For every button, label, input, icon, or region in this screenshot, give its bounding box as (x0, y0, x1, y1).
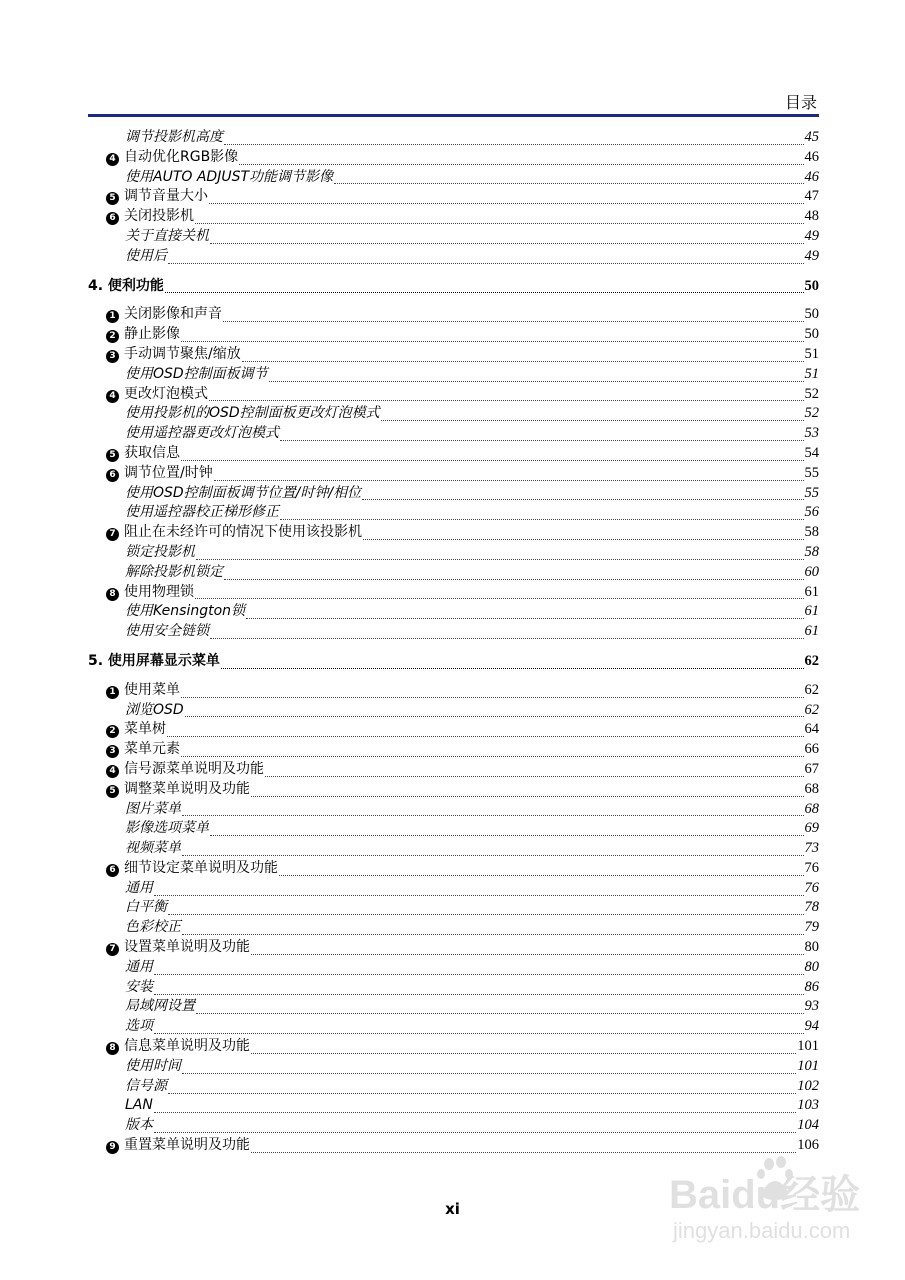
toc-page-number: 101 (797, 1038, 819, 1055)
dot-leader (185, 711, 804, 717)
toc-entry-text: 调节音量大小 (124, 188, 208, 205)
toc-entry-text: 关闭投影机 (124, 208, 194, 225)
circled-number-icon: 4 (106, 765, 119, 778)
toc-entry-text: 设置菜单说明及功能 (124, 939, 250, 956)
table-of-contents (88, 128, 819, 1156)
toc-entry-text: 浏览OSD (125, 701, 184, 718)
dot-leader (154, 1028, 804, 1034)
toc-page-number: 56 (804, 504, 819, 521)
toc-section-entry[interactable] (88, 148, 819, 168)
dot-leader (181, 455, 804, 461)
toc-page-number: 52 (804, 385, 819, 402)
toc-subsection-entry[interactable] (88, 247, 819, 267)
toc-entry-label (125, 484, 361, 504)
toc-page-number: 67 (804, 760, 819, 777)
circled-number-icon: 1 (106, 310, 119, 323)
circled-number-icon: 2 (106, 725, 119, 738)
dot-leader (196, 1008, 804, 1014)
dot-leader (154, 1127, 796, 1133)
toc-entry-label (106, 444, 180, 464)
toc-subsection-entry[interactable] (88, 898, 819, 918)
toc-entry-text: 信息菜单说明及功能 (124, 1038, 250, 1055)
toc-entry-label (125, 958, 153, 978)
toc-page-number: 80 (804, 958, 819, 975)
dot-leader (242, 356, 804, 362)
dot-leader (182, 810, 804, 816)
toc-page-number: 51 (804, 365, 819, 382)
toc-page-number: 103 (797, 1097, 819, 1114)
toc-entry-label (106, 720, 166, 740)
toc-subsection-entry[interactable] (88, 1057, 819, 1077)
circled-number-icon: 5 (106, 449, 119, 462)
toc-entry-label (106, 780, 250, 800)
toc-page-number: 55 (804, 484, 819, 501)
circled-number-icon: 7 (106, 943, 119, 956)
toc-subsection-entry[interactable] (88, 424, 819, 444)
dot-leader (182, 929, 804, 935)
dot-leader (195, 218, 804, 224)
toc-entry-label (125, 701, 184, 721)
toc-entry-label (88, 652, 220, 672)
toc-entry-text: 菜单树 (124, 721, 166, 738)
toc-chapter-entry[interactable] (88, 652, 819, 672)
circled-number-icon: 4 (106, 390, 119, 403)
dot-leader (280, 435, 804, 441)
toc-entry-label (106, 325, 180, 345)
toc-entry-label (106, 148, 238, 168)
toc-entry-label (125, 247, 167, 267)
toc-entry-text: 使用安全链锁 (125, 623, 209, 640)
dot-leader (251, 949, 804, 955)
toc-entry-label (106, 583, 194, 603)
toc-entry-text: 关闭影像和声音 (124, 306, 222, 323)
dot-leader (165, 287, 804, 293)
toc-entry-label (106, 207, 194, 227)
toc-entry-label (125, 543, 195, 563)
dot-leader (214, 475, 804, 481)
toc-entry-text: 使用OSD控制面板调节 (125, 365, 268, 382)
toc-page-number: 101 (797, 1057, 819, 1074)
toc-page-number: 76 (804, 859, 819, 876)
dot-leader (265, 771, 804, 777)
toc-page-number: 55 (804, 464, 819, 481)
toc-entry-text: 手动调节聚焦/缩放 (124, 345, 241, 362)
toc-entry-label (125, 365, 268, 385)
toc-subsection-entry[interactable] (88, 168, 819, 188)
toc-entry-label (125, 978, 153, 998)
toc-page-number: 46 (804, 148, 819, 165)
toc-subsection-entry[interactable] (88, 879, 819, 899)
toc-entry-label (125, 839, 181, 859)
dot-leader (210, 830, 804, 836)
toc-section-entry[interactable] (88, 345, 819, 365)
circled-number-icon: 1 (106, 686, 119, 699)
dot-leader (154, 1107, 796, 1113)
circled-number-icon: 4 (106, 153, 119, 166)
watermark-url-text: jingyan.baidu.com (673, 1218, 851, 1243)
toc-page-number: 62 (804, 681, 819, 698)
toc-page-number: 80 (804, 939, 819, 956)
toc-section-entry[interactable] (88, 523, 819, 543)
circled-number-icon: 6 (106, 212, 119, 225)
toc-entry-text: 阻止在未经许可的情况下使用该投影机 (124, 524, 362, 541)
toc-subsection-entry[interactable] (88, 839, 819, 859)
dot-leader (224, 574, 804, 580)
toc-page-number: 52 (804, 405, 819, 422)
dot-leader (362, 494, 803, 500)
toc-page-number: 104 (797, 1117, 819, 1134)
toc-entry-label (106, 345, 241, 365)
toc-entry-label (106, 187, 208, 207)
dot-leader (280, 514, 804, 520)
toc-subsection-entry[interactable] (88, 1077, 819, 1097)
toc-entry-text: 调节投影机高度 (125, 129, 223, 145)
dot-leader (168, 909, 804, 915)
circled-number-icon: 6 (106, 469, 119, 482)
toc-page-number: 47 (804, 188, 819, 205)
dot-leader (154, 989, 804, 995)
dot-leader (334, 178, 803, 184)
toc-entry-label (125, 404, 380, 424)
toc-entry-label (125, 800, 181, 820)
header-rule (88, 114, 819, 117)
toc-subsection-entry[interactable] (88, 503, 819, 523)
dot-leader (221, 663, 804, 669)
dot-leader (181, 751, 804, 757)
toc-section-entry[interactable] (88, 681, 819, 701)
circled-number-icon: 6 (106, 864, 119, 877)
toc-entry-label (125, 819, 209, 839)
toc-entry-text: 调节位置/时钟 (124, 464, 213, 481)
toc-section-entry[interactable] (88, 464, 819, 484)
toc-page-number: 78 (804, 899, 819, 916)
toc-entry-label (106, 740, 180, 760)
toc-subsection-entry[interactable] (88, 701, 819, 721)
toc-entry-text: 安装 (125, 978, 153, 995)
toc-page-number: 50 (804, 326, 819, 343)
toc-entry-label (106, 523, 362, 543)
toc-entry-text: 通用 (125, 958, 153, 975)
toc-page-number: 62 (804, 652, 819, 669)
toc-entry-label (125, 424, 279, 444)
toc-section-entry[interactable] (88, 325, 819, 345)
toc-entry-label (106, 681, 180, 701)
dot-leader (209, 395, 804, 401)
toc-entry-text: 5. 使用屏幕显示菜单 (88, 652, 220, 669)
circled-number-icon: 5 (106, 785, 119, 798)
toc-subsection-entry[interactable] (88, 1096, 819, 1116)
toc-entry-label (106, 938, 250, 958)
toc-entry-label (106, 760, 264, 780)
dot-leader (154, 890, 804, 896)
toc-entry-text: 白平衡 (125, 899, 167, 916)
toc-entry-text: 信号源菜单说明及功能 (124, 760, 264, 777)
toc-page-number: 50 (804, 306, 819, 323)
dot-leader (269, 376, 804, 382)
toc-page-number: 50 (804, 277, 819, 294)
dot-leader (196, 554, 804, 560)
toc-entry-text: 使用时间 (125, 1057, 181, 1074)
toc-page-number: 94 (804, 1018, 819, 1035)
toc-subsection-entry[interactable] (88, 543, 819, 563)
toc-entry-text: 4. 便利功能 (88, 277, 164, 294)
toc-page-number: 58 (804, 524, 819, 541)
toc-entry-label (125, 622, 209, 642)
toc-page-number: 46 (804, 168, 819, 185)
circled-number-icon: 2 (106, 330, 119, 343)
toc-entry-label (125, 1096, 153, 1116)
toc-section-entry[interactable] (88, 740, 819, 760)
toc-entry-text: 使用遥控器更改灯泡模式 (125, 425, 279, 442)
dot-leader (181, 336, 804, 342)
toc-page-number: 54 (804, 444, 819, 461)
toc-entry-label (106, 859, 278, 879)
toc-page-number: 106 (797, 1137, 819, 1154)
dot-leader (210, 633, 804, 639)
toc-entry-text: 使用投影机的OSD控制面板更改灯泡模式 (125, 405, 380, 422)
dot-leader (223, 316, 804, 322)
toc-section-entry[interactable] (88, 1037, 819, 1057)
toc-page-number: 64 (804, 721, 819, 738)
toc-entry-text: 使用遥控器校正梯形修正 (125, 504, 279, 521)
toc-entry-label (106, 1136, 250, 1156)
dot-leader (168, 1088, 796, 1094)
toc-entry-text: LAN (125, 1097, 153, 1114)
circled-number-icon: 7 (106, 528, 119, 541)
toc-subsection-entry[interactable] (88, 958, 819, 978)
toc-subsection-entry[interactable] (88, 978, 819, 998)
page-header-title: 目录 (784, 93, 817, 112)
toc-entry-text: 关于直接关机 (125, 227, 209, 244)
toc-section-entry[interactable] (88, 187, 819, 207)
toc-page-number: 73 (804, 840, 819, 857)
toc-page-number: 66 (804, 741, 819, 758)
toc-section-entry[interactable] (88, 444, 819, 464)
toc-page-number: 61 (804, 583, 819, 600)
toc-page-number: 61 (804, 603, 819, 620)
toc-page-number: 48 (804, 208, 819, 225)
toc-entry-text: 使用OSD控制面板调节位置/时钟/相位 (125, 484, 362, 501)
toc-entry-text: 使用后 (125, 247, 167, 264)
toc-entry-text: 局域网设置 (125, 998, 195, 1015)
toc-entry-text: 色彩校正 (125, 919, 181, 936)
toc-entry-text: 获取信息 (124, 444, 180, 461)
dot-leader (181, 692, 804, 698)
toc-section-entry[interactable] (88, 780, 819, 800)
toc-entry-text: 图片菜单 (125, 800, 181, 817)
toc-page-number: 45 (804, 129, 819, 145)
toc-page-number: 102 (797, 1077, 819, 1094)
dot-leader (251, 1048, 796, 1054)
toc-subsection-entry[interactable] (88, 404, 819, 424)
watermark-brand-text: Baidu经验 (669, 1173, 861, 1217)
toc-entry-text: 自动优化RGB影像 (124, 148, 239, 165)
toc-subsection-entry[interactable] (88, 365, 819, 385)
dot-leader (210, 238, 804, 244)
dot-leader (279, 870, 804, 876)
toc-subsection-entry[interactable] (88, 484, 819, 504)
toc-subsection-entry[interactable] (88, 128, 819, 148)
toc-entry-label (106, 385, 208, 405)
toc-entry-label (125, 898, 167, 918)
toc-entry-label (125, 168, 333, 188)
dot-leader (246, 613, 803, 619)
toc-entry-text: 通用 (125, 879, 153, 896)
toc-page-number: 49 (804, 227, 819, 244)
circled-number-icon: 5 (106, 192, 119, 205)
circled-number-icon: 3 (106, 745, 119, 758)
dot-leader (363, 534, 804, 540)
toc-page-number: 69 (804, 820, 819, 837)
toc-entry-label (88, 277, 164, 297)
toc-entry-text: 视频菜单 (125, 840, 181, 857)
toc-entry-label (125, 1116, 153, 1136)
toc-page-number: 49 (804, 247, 819, 264)
toc-page-number: 68 (804, 780, 819, 797)
toc-entry-label (125, 1057, 181, 1077)
toc-entry-label (125, 879, 153, 899)
toc-entry-text: 使用AUTO ADJUST功能调节影像 (125, 168, 334, 185)
toc-page-number: 93 (804, 998, 819, 1015)
toc-section-entry[interactable] (88, 385, 819, 405)
circled-number-icon: 8 (106, 588, 119, 601)
toc-entry-text: 调整菜单说明及功能 (124, 780, 250, 797)
circled-number-icon: 8 (106, 1042, 119, 1055)
toc-section-entry[interactable] (88, 859, 819, 879)
circled-number-icon: 9 (106, 1141, 119, 1154)
toc-page-number: 79 (804, 919, 819, 936)
toc-entry-label (125, 918, 181, 938)
circled-number-icon: 3 (106, 350, 119, 363)
dot-leader (209, 198, 804, 204)
toc-entry-label (125, 128, 223, 148)
toc-page-number: 53 (804, 425, 819, 442)
toc-entry-text: 信号源 (125, 1077, 167, 1094)
dot-leader (167, 731, 804, 737)
dot-leader (168, 258, 804, 264)
toc-entry-text: 解除投影机锁定 (125, 563, 223, 580)
dot-leader (239, 159, 803, 165)
toc-subsection-entry[interactable] (88, 602, 819, 622)
toc-section-entry[interactable] (88, 720, 819, 740)
baidu-watermark-logo (665, 1150, 875, 1245)
toc-entry-text: 使用菜单 (124, 681, 180, 698)
toc-page-number: 51 (804, 345, 819, 362)
toc-section-entry[interactable] (88, 938, 819, 958)
toc-page-number: 76 (804, 879, 819, 896)
dot-leader (154, 969, 804, 975)
dot-leader (381, 415, 804, 421)
toc-subsection-entry[interactable] (88, 819, 819, 839)
toc-subsection-entry[interactable] (88, 1116, 819, 1136)
toc-subsection-entry[interactable] (88, 563, 819, 583)
toc-entry-label (125, 1077, 167, 1097)
toc-chapter-entry[interactable] (88, 277, 819, 297)
toc-subsection-entry[interactable] (88, 622, 819, 642)
toc-entry-label (125, 227, 209, 247)
dot-leader (195, 593, 804, 599)
toc-subsection-entry[interactable] (88, 227, 819, 247)
dot-leader (182, 1068, 796, 1074)
toc-entry-label (125, 503, 279, 523)
toc-entry-label (125, 602, 245, 622)
toc-entry-text: 使用物理锁 (124, 583, 194, 600)
toc-page-number: 61 (804, 623, 819, 640)
toc-entry-text: 影像选项菜单 (125, 820, 209, 837)
toc-entry-label (125, 1017, 153, 1037)
toc-entry-label (106, 1037, 250, 1057)
page-number: xi (445, 1200, 460, 1218)
toc-entry-label (106, 305, 222, 325)
dot-leader (224, 139, 804, 145)
toc-entry-label (106, 464, 213, 484)
toc-page-number: 60 (804, 563, 819, 580)
toc-entry-text: 更改灯泡模式 (124, 385, 208, 402)
toc-subsection-entry[interactable] (88, 1017, 819, 1037)
toc-entry-text: 重置菜单说明及功能 (124, 1137, 250, 1154)
toc-entry-label (125, 997, 195, 1017)
toc-page-number: 58 (804, 543, 819, 560)
toc-section-entry[interactable] (88, 583, 819, 603)
toc-page-number: 68 (804, 800, 819, 817)
toc-subsection-entry[interactable] (88, 800, 819, 820)
toc-page-number: 86 (804, 978, 819, 995)
toc-entry-label (125, 563, 223, 583)
toc-entry-text: 版本 (125, 1117, 153, 1134)
toc-section-entry[interactable] (88, 305, 819, 325)
toc-entry-text: 静止影像 (124, 326, 180, 343)
toc-subsection-entry[interactable] (88, 997, 819, 1017)
toc-page-number: 62 (804, 701, 819, 718)
toc-section-entry[interactable] (88, 207, 819, 227)
toc-subsection-entry[interactable] (88, 918, 819, 938)
toc-section-entry[interactable] (88, 760, 819, 780)
toc-entry-text: 细节设定菜单说明及功能 (124, 859, 278, 876)
toc-entry-text: 使用Kensington锁 (125, 603, 246, 620)
dot-leader (251, 791, 804, 797)
toc-entry-text: 锁定投影机 (125, 543, 195, 560)
toc-entry-text: 选项 (125, 1018, 153, 1035)
toc-entry-text: 菜单元素 (124, 741, 180, 758)
dot-leader (182, 850, 804, 856)
